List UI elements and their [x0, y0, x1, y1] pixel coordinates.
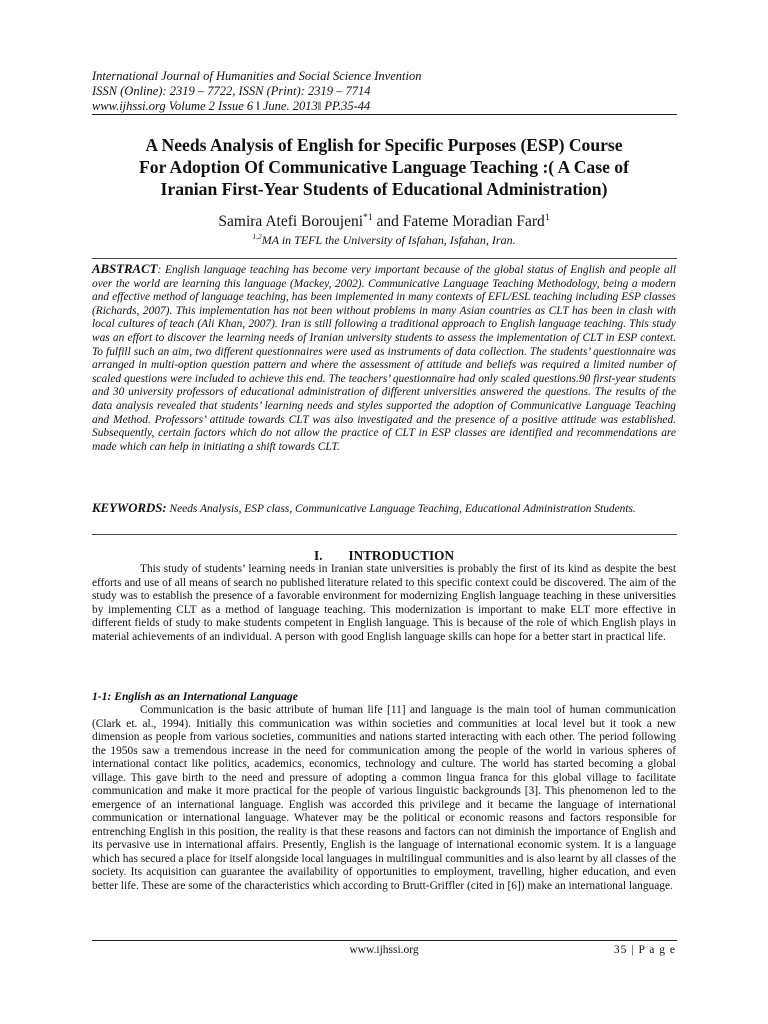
title-line-3: Iranian First-Year Students of Educational Administration) — [160, 179, 608, 199]
author-1-mark: *1 — [363, 211, 373, 223]
section-title: INTRODUCTION — [348, 548, 454, 563]
abstract-label: ABSTRACT — [92, 262, 158, 276]
affiliation — [84, 233, 684, 247]
author-1: Samira Atefi Boroujeni — [218, 213, 364, 230]
affiliation-text: MA in TEFL the University of Isfahan, Isfahan, Iran. — [261, 233, 516, 247]
footer-url: www.ijhssi.org — [349, 944, 419, 956]
introduction-paragraph: This study of students’ learning needs in Iranian state universities is probably the first of its kind as despite the best efforts and use of all means of search no published literature related to this specific context could be discovered. The aim of the study was to establish the presence of a favorable environment for modernizing English language teaching in these universities by implementing CLT as a method of language teaching. This modernization is important to make ELT more effective in different fields of study to make students competent in English language. This is because of the role of which English plays in material achievements of an individual. A person with good English language skills can hope for a better start in practical life. — [92, 563, 676, 643]
author-connector: and — [372, 213, 403, 230]
footer-page-number: 35 | P a g e — [613, 944, 676, 956]
journal-name: International Journal of Humanities and Social Science Invention — [92, 69, 422, 83]
author-2: Fateme Moradian Fard — [402, 213, 545, 230]
affiliation-mark: 1,2 — [252, 232, 262, 241]
subsection-heading: 1-1: English as an International Language — [92, 690, 298, 703]
subsection-paragraph: Communication is the basic attribute of human life [11] and language is the main tool of human communication (Clark et. al., 1994). Initially this communication was within societies and communities at local level but it took a new dimension as people from various societies, communities and nations started interacting with each other. The period following the 1950s saw a tremendous increase in the need for communication among the people of the world in various spheres of international contact like politics, academics, economics, technology and culture. The world has started becoming a global village. This gave birth to the need and pressure of adopting a common lingua franca for this global village to facilitate communication and make it more practical for the people of various linguistic backgrounds [3]. This phenomenon led to the emergence of an international language. English was accorded this privilege and it became the language of international communication or international language. Whatever may be the political or economic reasons and factors responsible for entrenching English in this position, the reality is that these reasons and factors can not diminish the importance of English and its pervasive use in international affairs. Presently, English is the language of international economic system. It is a language which has secured a place for itself alongside local languages in multilingual communities and is also learnt by all classes of the society. Its acquisition can guarantee the availability of opportunities to employment, travelling, higher education, and even better life. These are some of the characteristics which according to Brutt-Griffler (cited in [6]) make an international language. — [92, 704, 676, 892]
section-number: I. — [314, 548, 323, 563]
author-list — [84, 212, 684, 231]
header-rule — [92, 114, 677, 115]
paper-title — [84, 134, 684, 200]
title-line-2: For Adoption Of Communicative Language Teaching :( A Case of — [139, 157, 629, 177]
title-line-1: A Needs Analysis of English for Specific Purposes (ESP) Course — [145, 135, 623, 155]
keywords-rule — [92, 534, 677, 535]
abstract-rule — [92, 258, 677, 259]
keywords-label: KEYWORDS: — [92, 501, 167, 515]
section-heading-introduction — [92, 548, 676, 564]
abstract-text: : English language teaching has become very important because of the global status of English and people all over the world are learning this language (Mackey, 2002). Communicative Language Teaching Methodology, being a modern and effective method of language teaching, has been implemented in many contexts of EFL/ESL teaching including ESP classes (Richards, 2007). This implementation has not been without problems in many Asian countries as CLT has been in clash with local cultures of teach (Ali Khan, 2007). Iran is still following a traditional approach to English language teaching. This study was an effort to discover the learning needs of Iranian university students to assess the implementation of CLT in ESP context. To fulfill such an aim, two different questionnaires were used as instruments of data collection. The students’ questionnaire was arranged in multi-option question pattern and where the assessment of attitude and beliefs was required a limited number of scaled questions were included to achieve this end. The teachers’ questionnaire had only scaled questions.90 first-year students and 30 university professors of educational administration of different universities answered the questions. The results of the data analysis revealed that students’ learning needs and styles supported the adoption of Communicative Language Teaching and Method. Professors’ attitude towards CLT was also investigated and the presence of a positive attitude was established. Subsequently, certain factors which do not allow the practice of CLT in ESP classes are identified and recommendations are made which can help in initiating a shift towards CLT. — [92, 264, 676, 453]
journal-issn: ISSN (Online): 2319 – 7722, ISSN (Print): 2319 – 7714 — [92, 84, 371, 98]
abstract — [92, 263, 676, 454]
keywords — [92, 502, 676, 517]
footer-rule — [92, 940, 677, 941]
keywords-text: Needs Analysis, ESP class, Communicative Language Teaching, Educational Administration Students. — [166, 503, 636, 515]
journal-volume: www.ijhssi.org Volume 2 Issue 6 ǁ June. 2013ǁ PP.35-44 — [92, 99, 371, 113]
author-2-mark: 1 — [544, 211, 550, 223]
journal-header — [92, 69, 692, 114]
